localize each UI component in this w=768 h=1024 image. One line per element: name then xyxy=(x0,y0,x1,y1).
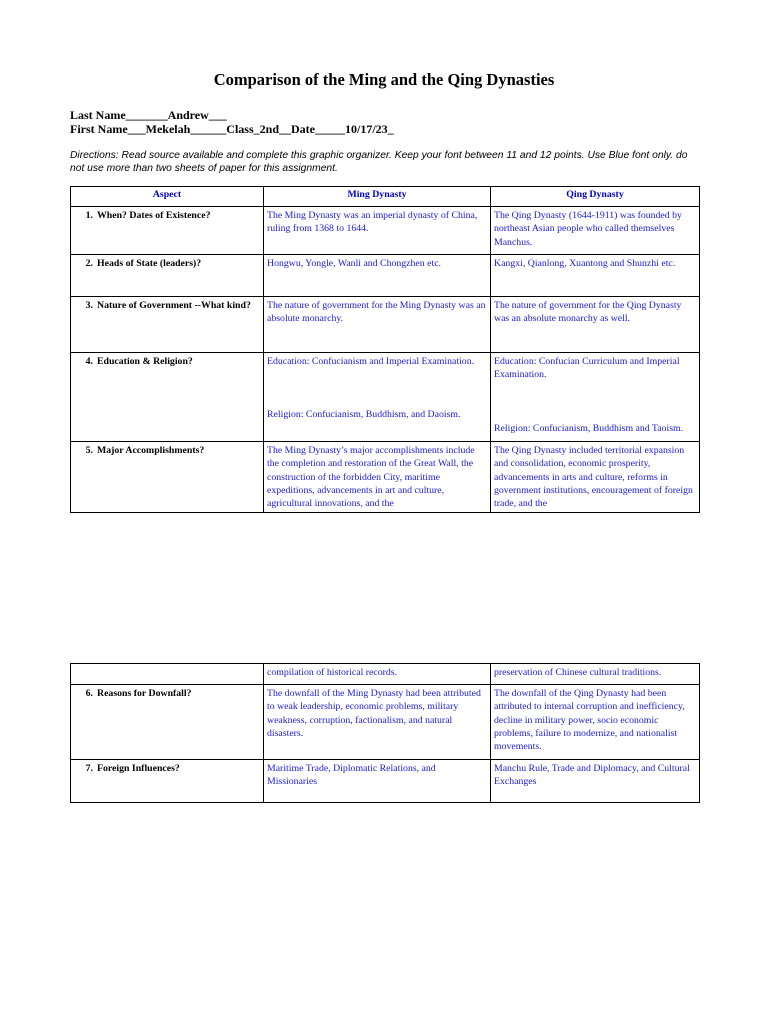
ming-religion: Religion: Confucianism, Buddhism, and Daoism. xyxy=(267,409,461,421)
aspect-label: When? Dates of Existence? xyxy=(97,210,211,221)
row-number: 2. xyxy=(85,258,93,269)
aspect-cell xyxy=(71,255,264,297)
table-header-row xyxy=(71,187,700,207)
row-number: 1. xyxy=(85,210,93,221)
qing-cell: Kangxi, Qianlong, Xuantong and Shunzhi etc. xyxy=(491,255,700,297)
ming-cell xyxy=(264,353,491,442)
aspect-label: Education & Religion? xyxy=(97,356,193,367)
header-aspect: Aspect xyxy=(71,187,264,207)
ming-cell: The Ming Dynasty was an imperial dynasty of China, ruling from 1368 to 1644. xyxy=(264,207,491,255)
comparison-table-continued xyxy=(70,663,700,803)
table-row xyxy=(71,297,700,353)
aspect-label: Heads of State (leaders)? xyxy=(97,258,202,269)
table-row xyxy=(71,664,700,685)
row-number: 5. xyxy=(85,445,93,456)
aspect-cell xyxy=(71,353,264,442)
header-qing: Qing Dynasty xyxy=(491,187,700,207)
qing-education: Education: Confucian Curriculum and Imperial Examination. xyxy=(494,356,680,381)
qing-cell: The downfall of the Qing Dynasty had been attributed to internal corruption and inefficiency, decline in military power, socio economic problems, failure to modernize, and nationalist movements. xyxy=(491,685,700,760)
qing-cell: The nature of government for the Qing Dynasty was an absolute monarchy as well. xyxy=(491,297,700,353)
aspect-label: Foreign Influences? xyxy=(97,763,180,774)
aspect-label: Major Accomplishments? xyxy=(97,445,205,456)
qing-cell: The Qing Dynasty (1644-1911) was founded by northeast Asian people who called themselves Manchus. xyxy=(491,207,700,255)
row-number: 6. xyxy=(85,688,93,699)
aspect-cell xyxy=(71,664,264,685)
qing-cell: The Qing Dynasty included territorial expansion and consolidation, economic prosperity, advancements in arts and culture, reforms in government institutions, encouragement of foreign trade, and the xyxy=(491,442,700,513)
ming-cell: The downfall of the Ming Dynasty had been attributed to weak leadership, economic problems, military weakness, corruption, factionalism, and natural disasters. xyxy=(264,685,491,760)
row-number: 4. xyxy=(85,356,93,367)
qing-cell xyxy=(491,353,700,442)
table-row xyxy=(71,685,700,760)
table-row xyxy=(71,353,700,442)
last-name-line: Last Name_______Andrew___ xyxy=(70,108,227,122)
ming-cell: Maritime Trade, Diplomatic Relations, and Missionaries xyxy=(264,760,491,803)
aspect-label: Reasons for Downfall? xyxy=(97,688,192,699)
row-number: 7. xyxy=(85,763,93,774)
student-info xyxy=(70,109,394,136)
aspect-cell xyxy=(71,207,264,255)
directions-text: Directions: Read source available and complete this graphic organizer. Keep your font between 11 and 12 points. Use Blue font only. do not use more than two sheets of paper for this assignment. xyxy=(70,150,688,174)
aspect-cell xyxy=(71,760,264,803)
table-row xyxy=(71,760,700,803)
ming-cell: The nature of government for the Ming Dynasty was an absolute monarchy. xyxy=(264,297,491,353)
page-title: Comparison of the Ming and the Qing Dynasties xyxy=(213,70,555,89)
table-row xyxy=(71,255,700,297)
aspect-cell xyxy=(71,685,264,760)
qing-cell: Manchu Rule, Trade and Diplomacy, and Cultural Exchanges xyxy=(491,760,700,803)
aspect-label: Nature of Government --What kind? xyxy=(97,300,251,311)
header-ming: Ming Dynasty xyxy=(264,187,491,207)
row-number: 3. xyxy=(85,300,93,311)
ming-cell: The Ming Dynasty’s major accomplishments include the completion and restoration of the Great Wall, the construction of the forbidden City, maritime expeditions, advancements in art and culture, agricultural innovations, and the xyxy=(264,442,491,513)
ming-education: Education: Confucianism and Imperial Examination. xyxy=(267,356,475,367)
aspect-cell xyxy=(71,442,264,513)
qing-cell: preservation of Chinese cultural traditions. xyxy=(491,664,700,685)
table-row xyxy=(71,207,700,255)
comparison-table xyxy=(70,186,700,513)
ming-cell: compilation of historical records. xyxy=(264,664,491,685)
first-name-line: First Name___Mekelah______Class_2nd__Date_____10/17/23_ xyxy=(70,121,394,136)
ming-cell: Hongwu, Yongle, Wanli and Chongzhen etc. xyxy=(264,255,491,297)
aspect-cell xyxy=(71,297,264,353)
qing-religion: Religion: Confucianism, Buddhism and Taoism. xyxy=(494,422,684,434)
table-row xyxy=(71,442,700,513)
